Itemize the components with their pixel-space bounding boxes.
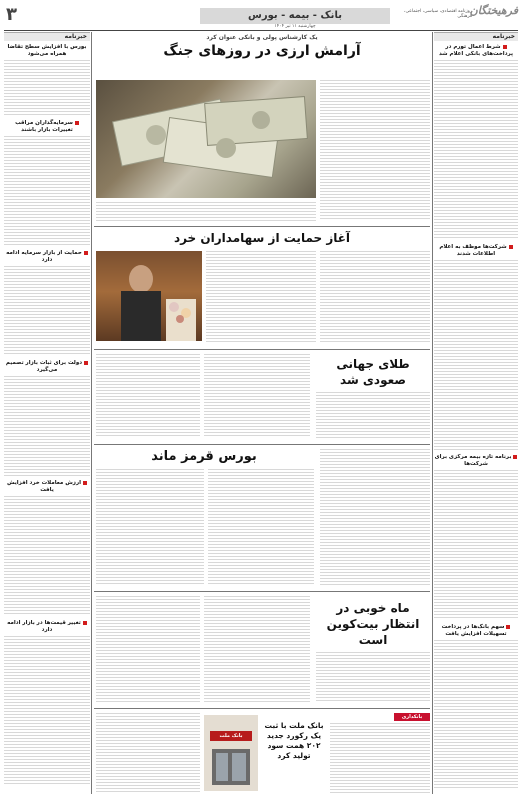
story4-text-col3	[320, 449, 430, 585]
story-4-rule	[94, 591, 430, 592]
story2-text-col2	[320, 251, 430, 343]
story5-text-col1	[96, 596, 200, 702]
left-column	[4, 32, 90, 794]
story-4	[94, 447, 430, 589]
bank-mellat-photo	[204, 715, 258, 791]
story4-text-col1	[96, 469, 204, 585]
story3-text-col3	[316, 392, 430, 438]
masthead-meta: روزنامه اقتصادی، سیاسی، اجتماعی، فرهنگی	[404, 9, 472, 19]
right-headline-4: سهم بانک‌ها در پرداخت تسهیلات افزایش یافت	[434, 624, 518, 638]
story3-text-col1	[96, 354, 200, 438]
masthead-rule	[4, 30, 518, 31]
left-headline-5: ارزش معاملات خرد افزایش یافت	[4, 480, 90, 494]
left-headline-6: تغییر قیمت‌ها در بازار ادامه دارد	[4, 620, 90, 634]
right-column	[434, 32, 518, 794]
logo: فرهیختگان	[469, 4, 518, 17]
story-3	[94, 352, 430, 442]
story2-text-col1	[206, 251, 316, 343]
lead-photo-money	[96, 80, 316, 198]
story-2-rule	[94, 349, 430, 350]
left-text-5	[4, 496, 90, 616]
left-text-3	[4, 266, 90, 356]
speaker-illustration	[96, 251, 202, 341]
lead-headline: آرامش ارزی در روزهای جنگ	[163, 43, 361, 59]
left-text-6	[4, 636, 90, 786]
left-text-1	[4, 60, 90, 116]
bottom-text-col2	[330, 723, 430, 793]
right-headline-2: شرکت‌ها موظف به اعلام اطلاعات شدند	[434, 244, 518, 258]
section-bar	[200, 8, 390, 24]
story3-text-col2	[204, 354, 310, 438]
right-text-2	[434, 260, 518, 450]
masthead	[0, 0, 522, 30]
story4-headline: بورس قرمز ماند	[151, 449, 257, 464]
bottom-label: بانکداری	[394, 713, 430, 721]
story-3-rule	[94, 444, 430, 445]
story-2	[94, 229, 430, 347]
left-column-label: خبرنامه	[4, 32, 90, 41]
story3-headline: طلای جهانی صعودی شد	[336, 357, 410, 387]
bottom-text-col1	[96, 713, 200, 793]
left-column-divider	[91, 32, 92, 794]
story2-photo-speaker	[96, 251, 202, 341]
right-headline-1: شرط اعمال تورم در پرداخت‌های بانکی اعلام شد	[438, 44, 514, 57]
story5-text-col2	[204, 596, 310, 702]
left-headline-1: بورس با افزایش سطح تقاضا همراه می‌شود	[7, 44, 87, 57]
right-column-divider	[432, 32, 433, 794]
bank-sign-illustration	[204, 715, 258, 791]
lead-story	[94, 34, 430, 224]
story-5	[94, 594, 430, 706]
story5-headline: ماه خوبی در انتظار بیت‌کوین است	[326, 601, 420, 647]
right-headline-3: برنامه تازه بیمه مرکزی برای شرکت‌ها	[434, 454, 518, 468]
page-number: ۳	[6, 4, 17, 25]
lead-text-right	[320, 80, 430, 220]
left-headline-4: دولت برای ثبات بازار تصمیم می‌گیرد	[4, 360, 90, 374]
right-text-3	[434, 470, 518, 620]
left-text-2	[4, 136, 90, 246]
section-title: بانک - بیمه - بورس	[248, 10, 342, 21]
story5-text-col3	[316, 652, 430, 702]
masthead-date: چهارشنبه ۱۱ تیر ۱۴۰۴	[274, 24, 316, 29]
lead-kicker: یک کارشناس پولی و بانکی عنوان کرد	[206, 34, 318, 41]
right-column-label: خبرنامه	[434, 32, 518, 41]
lead-text-bottom	[96, 202, 316, 222]
left-headline-3: حمایت از بازار سرمایه ادامه دارد	[4, 250, 90, 264]
story2-headline: آغاز حمایت از سهامداران خرد	[173, 231, 351, 245]
banknotes-illustration	[96, 80, 316, 198]
right-text-4	[434, 640, 518, 790]
story4-text-col2	[208, 469, 314, 585]
left-text-4	[4, 376, 90, 476]
bottom-story	[94, 711, 430, 795]
right-text-1	[434, 60, 518, 240]
bank-sign-text: بانک ملت	[219, 733, 243, 739]
bottom-headline: بانک ملت با ثبت یک رکورد جدید ۲۰۲ همت سود تولید کرد	[264, 721, 324, 760]
story-5-rule	[94, 708, 430, 709]
lead-story-rule	[94, 226, 430, 227]
left-headline-2: سرمایه‌گذاران مراقب تغییرات بازار باشند	[4, 120, 90, 134]
